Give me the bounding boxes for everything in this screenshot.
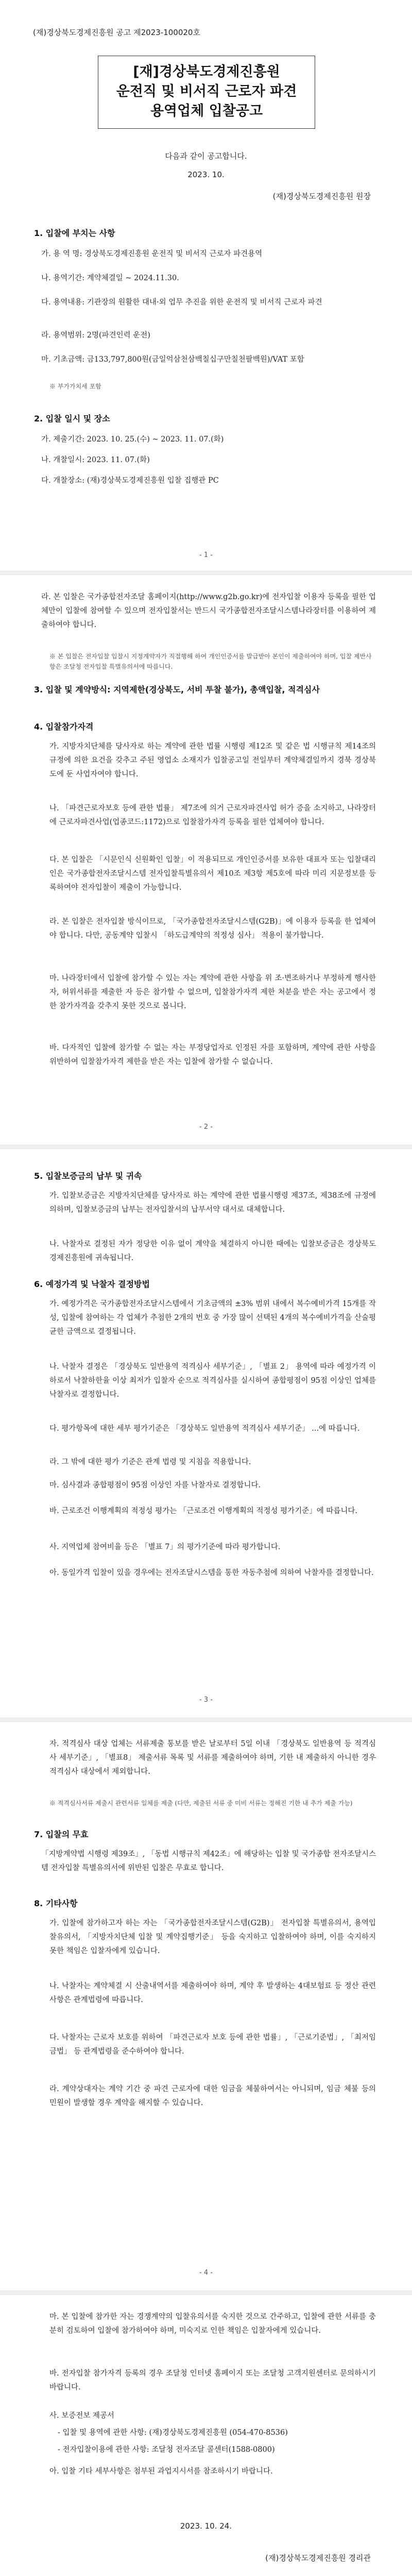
s5-item: 가. 입찰보증금은 지방자치단체를 당사자로 하는 계약에 관한 법률시행령 제37조, 제38조에 규정에 의하며, 입찰보증금의 납부는 전자입찰서의 납부서약 대서로 대체합니다. xyxy=(49,1192,376,1214)
s5-item: 나. 낙찰자로 결정된 자가 정당한 이유 없이 계약을 체결하지 아니한 때에는 입찰보증금은 경상북도경제진흥원에 귀속됩니다. xyxy=(49,1240,376,1262)
s6-item: 나. 낙찰자 결정은 「경상북도 일반용역 적격심사 세부기준」, 「별표 2」 용역에 따라 예정가격 이하로서 낙찰하한율 이상 최저가 입찰자 순으로 적격심사를 실시하여 종합평점이 95점 이상인 업체를 낙찰자로 결정합니다. xyxy=(49,1363,376,1399)
p2-note: ※ 본 입찰은 전자입찰 입찰시 지정계약자가 직접행해 하여 개인인증서를 발급받아 본인이 제출하여야 하며, 입찰 제반사항은 조달청 전자입찰 특별유의서에 따릅니다. xyxy=(49,653,372,670)
contact-line: - 전자입찰이용에 관한 사항: 조달청 전자조달 콜센터(1588-0800) xyxy=(58,2446,275,2454)
s4-item: 나. 「파견근로자보호 등에 관한 법률」 제7조에 의거 근로자파견사업 허가 증을 소지하고, 나라장터에 근로자파견사업(업종코드:1172)으로 입찰참가자격 등록을 필한 업체여야 합니다. xyxy=(49,804,376,826)
s2-item: 나. 개찰일시: 2023. 11. 07.(화) xyxy=(41,456,150,464)
section-8-heading: 8. 기타사항 xyxy=(34,1899,78,1908)
page-title-line3: 용역업체 입찰공고 xyxy=(150,103,263,119)
section-6-heading: 6. 예정가격 및 낙찰자 결정방법 xyxy=(34,1279,150,1289)
section-1-heading: 1. 입찰에 부치는 사항 xyxy=(34,228,115,238)
s6-item: 사. 지역업체 참여비율 등은 「별표 7」의 평가기준에 따라 평가합니다. xyxy=(49,1543,281,1551)
page-3 xyxy=(0,1149,412,1716)
s8-item: 라. 계약상대자는 계약 기간 중 파견 근로자에 대한 임금을 체불하여서는 아니되며, 임금 체불 등의 민원이 발생할 경우 계약을 해지할 수 있습니다. xyxy=(49,2085,376,2107)
p5-ba: 바. 전자입찰 참가자격 등록의 경우 조달청 인터넷 홈페이지 또는 조달청 고객지원센터로 문의하시기 바랍니다. xyxy=(49,2369,376,2392)
s8-item: 나. 낙찰자는 계약체결 시 산출내역서를 제출하여야 하며, 계약 후 발생하는 4대보험료 등 정산 관련 사항은 관계법령에 따릅니다. xyxy=(49,1982,376,2004)
s6-item: 마. 심사결과 종합평점이 95점 이상인 자를 낙찰자로 결정합니다. xyxy=(49,1481,261,1489)
closing-date: 2023. 10. 24. xyxy=(180,2521,232,2531)
notice-date: 2023. 10. xyxy=(187,170,225,179)
s4-item: 가. 지방자치단체를 당사자로 하는 계약에 관한 법률 시행령 제12조 및 같은 법 시행규칙 제14조의 규정에 의한 요건을 갖추고 주된 영업소 소재지가 입찰공고일 전일부터 계약체결일까지 경북 경상북도에 둔 사업자여야 합니다. xyxy=(49,742,376,778)
page-4 xyxy=(0,1722,412,2289)
s4-item: 마. 나라장터에서 입찰에 참가할 수 있는 자는 계약에 관한 사항을 위 조·변조하거나 부정하게 행사한 자, 허위서류를 제출한 자 등은 참가할 수 없으며, 입찰참가자격 제한 처분을 받은 자는 공고에서 정한 참가자격을 갖추지 못한 것으로 봅니다. xyxy=(49,974,376,1010)
page-number: - 4 - xyxy=(199,2269,213,2277)
s7-text: 「지방계약법 시행령 제39조」, 「동법 시행규칙 제42조」에 해당하는 입찰 및 국가종합 전자조달시스템 전자입찰 특별유의서에 위반된 입찰은 무효로 합니다. xyxy=(41,1850,376,1872)
page-title-line1: [재]경상북도경제진흥원 xyxy=(133,64,280,80)
s6-item: 아. 동일가격 입찰이 있을 경우에는 전자조달시스템을 통한 자동추첨에 의하여 낙찰자를 결정합니다. xyxy=(49,1569,374,1577)
page-break xyxy=(0,1718,412,1722)
s8-item: 다. 낙찰자는 근로자 보호를 위하여 「파견근로자 보호 등에 관한 법률」, 「근로기준법」, 「최저임금법」 등 관계법령을 준수하여야 합니다. xyxy=(49,2033,376,2056)
section-2-heading: 2. 입찰 일시 및 장소 xyxy=(34,414,110,423)
s6-item: 다. 평가항목에 대한 세부 평가기준은 「경상북도 일반용역 적격심사 세부기준」 ...에 따릅니다. xyxy=(49,1425,360,1433)
page-break xyxy=(0,2291,412,2295)
page-number: - 2 - xyxy=(199,1123,213,1131)
page-title-line2: 운전직 및 비서직 근로자 파견 xyxy=(116,83,297,99)
notice-number: (재)경상북도경제진흥원 공고 제2023-100020호 xyxy=(33,28,200,37)
page-2 xyxy=(0,575,412,1142)
title-box xyxy=(98,56,315,129)
s8-item: 가. 입찰에 참가하고자 하는 자는 「국가종합전자조달시스템(G2B)」 전자입찰 특별유의서, 용역입찰유의서, 「지방자치단체 입찰 및 계약집행기준」 등을 숙지하고 입찰하여야 하며, 이를 숙지하지 못한 책임은 입찰자에게 있습니다. xyxy=(49,1919,376,1955)
vat-note: ※ 부가가치세 포함 xyxy=(49,383,101,390)
page-1 xyxy=(0,0,412,567)
p5-ma: 마. 본 입찰에 참가한 자는 경쟁계약의 입찰유의서를 숙지한 것으로 간주하고, 입찰에 관한 서류를 충분히 검토하여 입찰에 참가하여야 하며, 미숙지로 인한 책임은 입찰자에게 있습니다. xyxy=(49,2313,376,2335)
section-7-heading: 7. 입찰의 무효 xyxy=(34,1829,89,1839)
s2-item: 다. 개찰장소: (재)경상북도경제진흥원 입찰 집행관 PC xyxy=(41,477,219,485)
page-number: - 1 - xyxy=(199,551,213,559)
s1-item: 마. 기초금액: 금133,797,800원(금일억삼천삼백칠십구만칠천팔백원)/VAT 포함 xyxy=(41,355,304,364)
section-3-heading: 3. 입찰 및 계약방식: 지역제한(경상북도, 서비 투찰 불가), 총액입찰, 적격심사 xyxy=(34,685,320,694)
p4-note: ※ 적격심사서류 제출시 관련서류 일체를 제출 (다만, 제출된 서류 중 미비 서류는 정해진 기한 내 추가 제출 가능) xyxy=(49,1800,353,1807)
p5-ah: 아. 입찰 기타 세부사항은 첨부된 과업지시서를 참조하시기 바랍니다. xyxy=(49,2467,273,2476)
s2-item: 가. 제출기간: 2023. 10. 25.(수) ~ 2023. 11. 07.(화) xyxy=(41,435,224,444)
s4-item: 바. 다자적인 입찰에 참가할 수 없는 자는 부정당업자로 인정된 자를 포함하며, 계약에 관한 사항을 위반하여 입찰참가자격 제한을 받은 자는 입찰에 참가할 수 없습니다. xyxy=(49,1044,376,1066)
p5-sa: 사. 보증전보 제공서 xyxy=(49,2412,114,2420)
s6-item: 바. 근로조건 이행계획의 적정성 평가는 「근로조건 이행계획의 적정성 평가기준」에 따릅니다. xyxy=(49,1507,357,1515)
closing-issuer: (재)경상북도경제진흥원 경리관 xyxy=(265,2553,371,2563)
s6-item: 라. 그 밖에 대한 평가 기준은 관계 법령 및 지침을 적용합니다. xyxy=(49,1458,251,1466)
s1-item: 가. 용 역 명: 경상북도경제진흥원 운전직 및 비서직 근로자 파견용역 xyxy=(41,250,263,258)
p2-ra: 라. 본 입찰은 국가종합전자조달 홈페이지(http://www.g2b.go.kr)에 전자입찰 이용자 등록을 필한 업체만이 입찰에 참여할 수 있으며 전자입찰서는 반드시 국가종합전자조달시스템나라장터를 이용하여 제출하여야 합니다. xyxy=(41,593,376,629)
page-break xyxy=(0,571,412,575)
s1-item: 다. 용역내용: 기관장의 원활한 대내·외 업무 추진을 위한 운전직 및 비서직 근로자 파견 xyxy=(41,298,322,307)
section-4-heading: 4. 입찰참가자격 xyxy=(34,722,94,732)
s4-item: 다. 본 입찰은 「시문인식 신원확인 입찰」이 적용되므로 개인인증서를 보유한 대표자 또는 입찰대리인은 국가종합전자조달시스템 전자입찰특별유의서 제10조 제3항 제5호에 따라 미리 지문정보를 등록하여야 전자입찰이 제출이 가능합니다. xyxy=(49,856,376,892)
section-5-heading: 5. 입찰보증금의 납부 및 귀속 xyxy=(34,1171,142,1181)
s6-item: 가. 예정가격은 국가종합전자조달시스템에서 기초금액의 ±3% 범위 내에서 복수예비가격 15개를 작성, 입찰에 참여하는 각 업체가 추첨한 2개의 번호 중 가장 많이 선택된 4개의 복수예비가격을 산술평균한 금액으로 결정됩니다. xyxy=(49,1300,376,1336)
s1-item: 나. 용역기간: 계약체결일 ~ 2024.11.30. xyxy=(41,274,179,282)
p4-ja: 자. 적격심사 대상 업체는 서류제출 통보를 받은 날로부터 5일 이내 「경상북도 일반용역 등 적격심사 세부기준」, 「별표8」 제출서류 목록 및 서류를 제출하여야 하며, 기한 내 제출하지 아니한 경우 적격심사 대상에서 제외합니다. xyxy=(49,1740,376,1776)
intro-text: 다음과 같이 공고합니다. xyxy=(165,151,247,161)
s1-item: 라. 용역범위: 2명(파견인력 운전) xyxy=(41,331,150,340)
contact-line: - 입찰 및 용역에 관한 사항: (재)경상북도경제진흥원 (054-470-8536) xyxy=(58,2429,288,2437)
issuer: (재)경상북도경제진흥원 원장 xyxy=(272,192,371,201)
page-break xyxy=(0,1145,412,1149)
page-number: - 3 - xyxy=(199,1696,213,1704)
page-5 xyxy=(0,2295,412,2576)
s4-item: 라. 본 입찰은 전자입찰 방식이므로, 「국가종합전자조달시스템(G2B)」에 이용자 등록을 한 업체여야 합니다. 다만, 공동계약 입찰시 「하도급계약의 적정성 심사」 적용이 불가합니다. xyxy=(49,918,376,940)
